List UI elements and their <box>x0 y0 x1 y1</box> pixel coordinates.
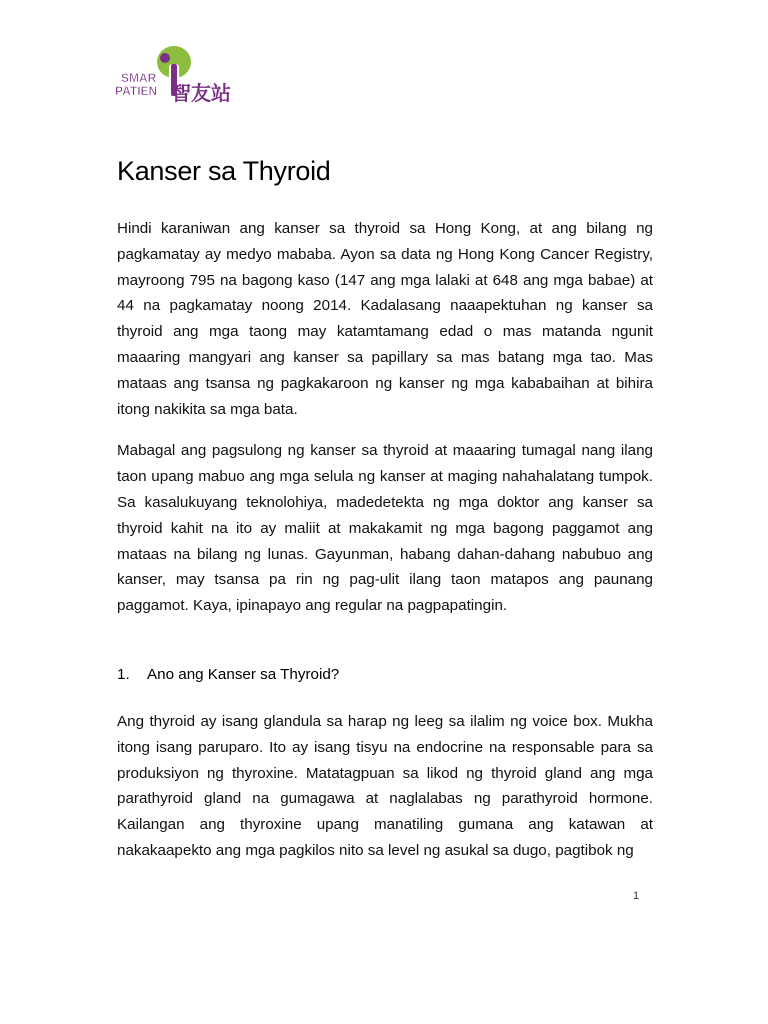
section-paragraph: Ang thyroid ay isang glandula sa harap ng leeg sa ilalim ng voice box. Mukha itong isang paruparo. Ito ay isang tisyu na endocrine na responsable para sa produksiyon ng thyroxine. Matatagpuan sa likod ng thyroid gland ang mga parathyroid gland na gumagawa at naglalabas ng parathyroid hormone. Kailangan ang thyroxine upang manatiling gumana ang katawan at nakakaapekto ang mga pagkilos nito sa level ng asukal sa dugo, pagtibok ng <box>117 712 653 859</box>
logo-text-line2: PATIEN <box>115 84 158 98</box>
intro-paragraph-1: Hindi karaniwan ang kanser sa thyroid sa Hong Kong, at ang bilang ng pagkamatay ay medyo mababa. Ayon sa data ng Hong Kong Cancer Registry, mayroong 795 na bagong kaso (147 ang mga lalaki at 648 ang mga babae) at 44 na pagkamatay noong 2014. Kadalasang naaapektuhan ng kanser sa thyroid ang mga taong may katamtamang edad o mas matanda ngunit maaaring mangyari ang kanser sa papillary sa mas batang mga tao. Mas mataas ang tsansa ng pagkakaroon ng kanser ng mga kababaihan at bihira itong nakikita sa mga bata. <box>117 220 653 418</box>
smart-patient-logo <box>114 44 238 106</box>
page-number: 1 <box>633 890 640 902</box>
logo-chinese-text: 智友站 <box>171 81 231 105</box>
section-heading-text: Ano ang Kanser sa Thyroid? <box>147 665 340 683</box>
document-body <box>117 216 653 864</box>
intro-paragraph-2: Mabagal ang pagsulong ng kanser sa thyroid at maaaring tumagal nang ilang taon upang mabuo ang mga selula ng kanser at maging nahahalatang tumpok. Sa kasalukuyang teknolohiya, madedetekta ng mga doktor ang kanser sa thyroid kahit na ito ay maliit at makakamit ng mga bagong paggamot ang mataas na bilang ng lunas. Gayunman, habang dahan-dahang nabubuo ang kanser, may tsansa pa rin ng pag-ulit ilang taon matapos ang paunang paggamot. Kaya, ipinapayo ang regular na pagpapatingin. <box>117 442 653 615</box>
logo-figure-head <box>160 53 170 63</box>
logo-text-line1: SMAR <box>121 71 157 85</box>
section-heading <box>117 665 653 685</box>
page-title: Kanser sa Thyroid <box>117 156 331 186</box>
section-number: 1. <box>117 665 130 683</box>
